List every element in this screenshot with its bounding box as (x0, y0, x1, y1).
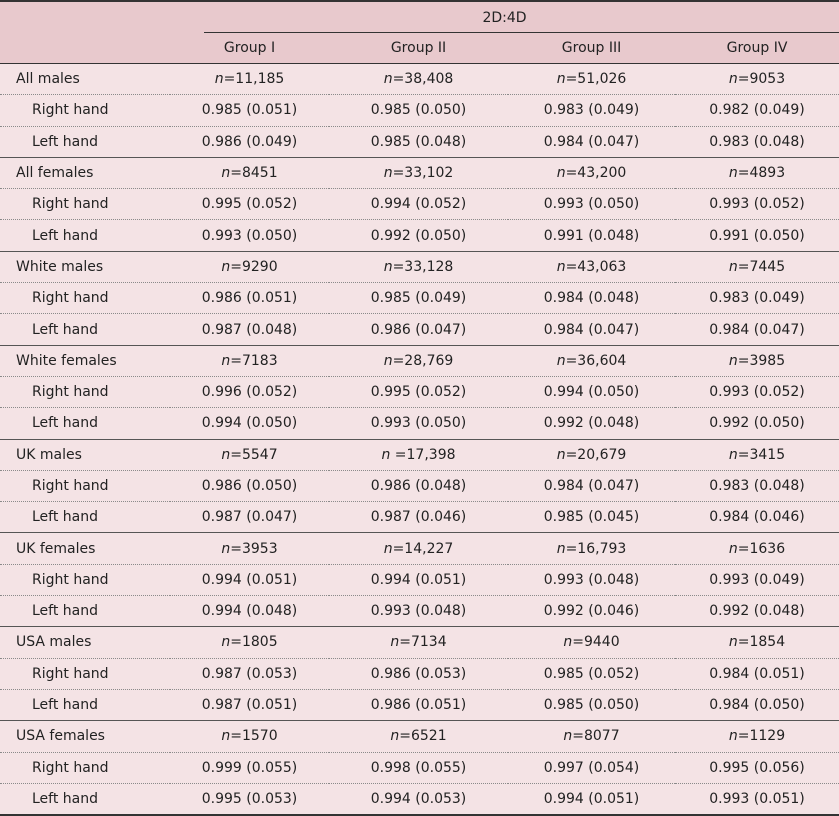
sample-size-value: =33,128 (392, 258, 454, 275)
group-row (0, 251, 839, 282)
sample-size-symbol: n (221, 352, 231, 369)
value-cell: 0.984 (0.051) (675, 658, 839, 689)
sample-size-symbol: n (383, 352, 393, 369)
sample-size-value: =3985 (737, 352, 786, 369)
sample-size-value: =28,769 (392, 352, 454, 369)
value-cell: 0.999 (0.055) (170, 752, 329, 783)
value-cell: 0.994 (0.051) (329, 564, 508, 595)
row-label: Right hand (0, 564, 170, 595)
hand-row (0, 502, 839, 533)
value-cell: 0.995 (0.052) (329, 376, 508, 407)
hand-row (0, 126, 839, 157)
value-cell: 0.994 (0.053) (329, 783, 508, 815)
value-cell: 0.985 (0.052) (508, 658, 675, 689)
group-row (0, 64, 839, 95)
value-cell: 0.996 (0.052) (170, 376, 329, 407)
value-cell: 0.984 (0.050) (675, 689, 839, 720)
value-cell: 0.983 (0.049) (508, 95, 675, 126)
sample-size-symbol: n (728, 165, 738, 182)
sample-size-value: =1854 (737, 634, 786, 651)
header-span-row (0, 1, 839, 33)
sample-size-cell (508, 533, 675, 564)
row-label: Right hand (0, 658, 170, 689)
sample-size-value: =6521 (399, 728, 447, 745)
value-cell: 0.992 (0.048) (508, 408, 675, 439)
hand-row (0, 189, 839, 220)
group-row (0, 157, 839, 188)
sample-size-cell (675, 64, 839, 95)
hand-row (0, 95, 839, 126)
row-label: White females (0, 345, 170, 376)
sample-size-symbol: n (728, 352, 738, 369)
value-cell: 0.992 (0.050) (329, 220, 508, 251)
value-cell: 0.987 (0.047) (170, 502, 329, 533)
sample-size-cell (329, 439, 508, 470)
sample-size-cell (675, 533, 839, 564)
sample-size-cell (170, 533, 329, 564)
sample-size-symbol: n (556, 71, 566, 88)
value-cell: 0.986 (0.047) (329, 314, 508, 345)
hand-row (0, 220, 839, 251)
row-label: Left hand (0, 783, 170, 815)
row-label: Right hand (0, 283, 170, 314)
group-row (0, 533, 839, 564)
row-label: Right hand (0, 752, 170, 783)
sample-size-cell (508, 721, 675, 752)
sample-size-symbol: n (728, 446, 738, 463)
value-cell: 0.993 (0.052) (675, 189, 839, 220)
sample-size-cell (675, 251, 839, 282)
value-cell: 0.994 (0.050) (170, 408, 329, 439)
value-cell: 0.993 (0.048) (329, 596, 508, 627)
sample-size-symbol: n (728, 728, 738, 745)
sample-size-value: =16,793 (565, 540, 627, 557)
value-cell: 0.984 (0.047) (508, 470, 675, 501)
hand-row (0, 689, 839, 720)
sample-size-symbol: n (563, 728, 573, 745)
row-label: USA males (0, 627, 170, 658)
header-blank-cell (0, 1, 170, 33)
sample-size-value: =3953 (230, 540, 278, 557)
hand-row (0, 596, 839, 627)
hand-row (0, 564, 839, 595)
sample-size-value: =8077 (572, 728, 620, 745)
sample-size-symbol: n (221, 165, 231, 182)
sample-size-symbol: n (381, 446, 391, 463)
sample-size-symbol: n (383, 258, 393, 275)
sample-size-value: =7445 (737, 258, 786, 275)
sample-size-cell (170, 251, 329, 282)
value-cell: 0.983 (0.049) (675, 283, 839, 314)
group-row (0, 439, 839, 470)
sample-size-symbol: n (221, 258, 231, 275)
value-cell: 0.995 (0.052) (170, 189, 329, 220)
row-label: All females (0, 157, 170, 188)
value-cell: 0.995 (0.056) (675, 752, 839, 783)
group-row (0, 345, 839, 376)
row-label: White males (0, 251, 170, 282)
value-cell: 0.985 (0.049) (329, 283, 508, 314)
value-cell: 0.993 (0.050) (170, 220, 329, 251)
sample-size-value: =7134 (399, 634, 447, 651)
sample-size-symbol: n (221, 634, 231, 651)
sample-size-value: =11,185 (223, 71, 285, 88)
table-body (0, 64, 839, 816)
group-row (0, 627, 839, 658)
sample-size-symbol: n (563, 634, 573, 651)
sample-size-cell (329, 157, 508, 188)
sample-size-value: =51,026 (565, 71, 627, 88)
sample-size-cell (675, 721, 839, 752)
sample-size-value: =43,063 (565, 258, 627, 275)
row-label: UK females (0, 533, 170, 564)
value-cell: 0.994 (0.052) (329, 189, 508, 220)
value-cell: 0.985 (0.051) (170, 95, 329, 126)
value-cell: 0.987 (0.053) (170, 658, 329, 689)
value-cell: 0.991 (0.048) (508, 220, 675, 251)
sample-size-symbol: n (728, 258, 738, 275)
sample-size-cell (675, 627, 839, 658)
value-cell: 0.993 (0.050) (329, 408, 508, 439)
row-label: Left hand (0, 689, 170, 720)
header-blank-cell (0, 33, 170, 64)
row-label: Left hand (0, 314, 170, 345)
sample-size-symbol: n (556, 165, 566, 182)
value-cell: 0.987 (0.051) (170, 689, 329, 720)
column-header-group-1: Group I (170, 33, 329, 64)
row-label: Right hand (0, 189, 170, 220)
value-cell: 0.983 (0.048) (675, 126, 839, 157)
spanning-header-label: 2D:4D (482, 9, 527, 26)
value-cell: 0.987 (0.046) (329, 502, 508, 533)
value-cell: 0.984 (0.047) (508, 314, 675, 345)
column-header-group-2: Group II (329, 33, 508, 64)
sample-size-symbol: n (556, 540, 566, 557)
sample-size-cell (170, 439, 329, 470)
header-columns-row (0, 33, 839, 64)
sample-size-symbol: n (221, 540, 231, 557)
value-cell: 0.993 (0.049) (675, 564, 839, 595)
value-cell: 0.986 (0.051) (329, 689, 508, 720)
value-cell: 0.993 (0.051) (675, 783, 839, 815)
sample-size-value: =9053 (737, 71, 786, 88)
value-cell: 0.994 (0.048) (170, 596, 329, 627)
row-label: All males (0, 64, 170, 95)
sample-size-cell (675, 439, 839, 470)
sample-size-cell (508, 157, 675, 188)
value-cell: 0.991 (0.050) (675, 220, 839, 251)
sample-size-symbol: n (383, 71, 393, 88)
row-label: Left hand (0, 502, 170, 533)
sample-size-symbol: n (383, 165, 393, 182)
sample-size-symbol: n (556, 446, 566, 463)
row-label: Left hand (0, 220, 170, 251)
hand-row (0, 752, 839, 783)
value-cell: 0.994 (0.051) (170, 564, 329, 595)
value-cell: 0.984 (0.047) (675, 314, 839, 345)
sample-size-value: =8451 (230, 165, 278, 182)
sample-size-value: =43,200 (565, 165, 627, 182)
sample-size-cell (508, 627, 675, 658)
sample-size-cell (329, 345, 508, 376)
value-cell: 0.985 (0.050) (508, 689, 675, 720)
sample-size-cell (170, 157, 329, 188)
value-cell: 0.997 (0.054) (508, 752, 675, 783)
value-cell: 0.987 (0.048) (170, 314, 329, 345)
sample-size-cell (170, 64, 329, 95)
sample-size-cell (329, 533, 508, 564)
sample-size-cell (508, 64, 675, 95)
sample-size-symbol: n (390, 728, 400, 745)
spanning-header-cell (170, 1, 839, 33)
sample-size-value: =1805 (230, 634, 278, 651)
sample-size-value: =36,604 (565, 352, 627, 369)
sample-size-symbol: n (556, 352, 566, 369)
sample-size-cell (675, 345, 839, 376)
sample-size-value: =14,227 (392, 540, 454, 557)
value-cell: 0.993 (0.052) (675, 376, 839, 407)
sample-size-cell (170, 721, 329, 752)
sample-size-cell (508, 345, 675, 376)
value-cell: 0.994 (0.051) (508, 783, 675, 815)
sample-size-symbol: n (383, 540, 393, 557)
hand-row (0, 314, 839, 345)
value-cell: 0.992 (0.050) (675, 408, 839, 439)
sample-size-value: =7183 (230, 352, 278, 369)
sample-size-value: =9440 (572, 634, 620, 651)
hand-row (0, 408, 839, 439)
value-cell: 0.993 (0.050) (508, 189, 675, 220)
hand-row (0, 658, 839, 689)
sample-size-value: =33,102 (392, 165, 454, 182)
value-cell: 0.985 (0.050) (329, 95, 508, 126)
value-cell: 0.993 (0.048) (508, 564, 675, 595)
hand-row (0, 376, 839, 407)
row-label: Right hand (0, 95, 170, 126)
value-cell: 0.986 (0.050) (170, 470, 329, 501)
sample-size-value: =4893 (737, 165, 786, 182)
spanning-header-rule (204, 32, 839, 33)
sample-size-cell (329, 64, 508, 95)
sample-size-symbol: n (221, 728, 231, 745)
value-cell: 0.994 (0.050) (508, 376, 675, 407)
sample-size-cell (329, 721, 508, 752)
table-header (0, 1, 839, 64)
row-label: UK males (0, 439, 170, 470)
value-cell: 0.985 (0.048) (329, 126, 508, 157)
sample-size-value: =1636 (737, 540, 786, 557)
sample-size-symbol: n (728, 71, 738, 88)
sample-size-value: =38,408 (392, 71, 454, 88)
value-cell: 0.984 (0.046) (675, 502, 839, 533)
value-cell: 0.986 (0.051) (170, 283, 329, 314)
sample-size-symbol: n (214, 71, 224, 88)
value-cell: 0.992 (0.046) (508, 596, 675, 627)
value-cell: 0.984 (0.047) (508, 126, 675, 157)
sample-size-cell (329, 251, 508, 282)
value-cell: 0.998 (0.055) (329, 752, 508, 783)
sample-size-cell (508, 439, 675, 470)
sample-size-cell (675, 157, 839, 188)
sample-size-cell (170, 627, 329, 658)
sample-size-symbol: n (728, 634, 738, 651)
sample-size-symbol: n (390, 634, 400, 651)
sample-size-symbol: n (556, 258, 566, 275)
column-header-group-3: Group III (508, 33, 675, 64)
value-cell: 0.986 (0.049) (170, 126, 329, 157)
row-label: Left hand (0, 596, 170, 627)
value-cell: 0.982 (0.049) (675, 95, 839, 126)
sample-size-value: =1129 (737, 728, 786, 745)
value-cell: 0.985 (0.045) (508, 502, 675, 533)
hand-row (0, 470, 839, 501)
value-cell: 0.986 (0.048) (329, 470, 508, 501)
row-label: Right hand (0, 376, 170, 407)
sample-size-value: =5547 (230, 446, 278, 463)
value-cell: 0.992 (0.048) (675, 596, 839, 627)
row-label: Left hand (0, 126, 170, 157)
value-cell: 0.986 (0.053) (329, 658, 508, 689)
group-row (0, 721, 839, 752)
sample-size-symbol: n (221, 446, 231, 463)
row-label: Right hand (0, 470, 170, 501)
value-cell: 0.984 (0.048) (508, 283, 675, 314)
value-cell: 0.995 (0.053) (170, 783, 329, 815)
hand-row (0, 783, 839, 815)
sample-size-cell (329, 627, 508, 658)
value-cell: 0.983 (0.048) (675, 470, 839, 501)
sample-size-symbol: n (728, 540, 738, 557)
sample-size-value: =1570 (230, 728, 278, 745)
sample-size-cell (508, 251, 675, 282)
sample-size-value: =17,398 (390, 446, 456, 463)
column-header-group-4: Group IV (675, 33, 839, 64)
sample-size-value: =20,679 (565, 446, 627, 463)
sample-size-cell (170, 345, 329, 376)
sample-size-value: =3415 (737, 446, 786, 463)
row-label: Left hand (0, 408, 170, 439)
row-label: USA females (0, 721, 170, 752)
sample-size-value: =9290 (230, 258, 278, 275)
hand-row (0, 283, 839, 314)
